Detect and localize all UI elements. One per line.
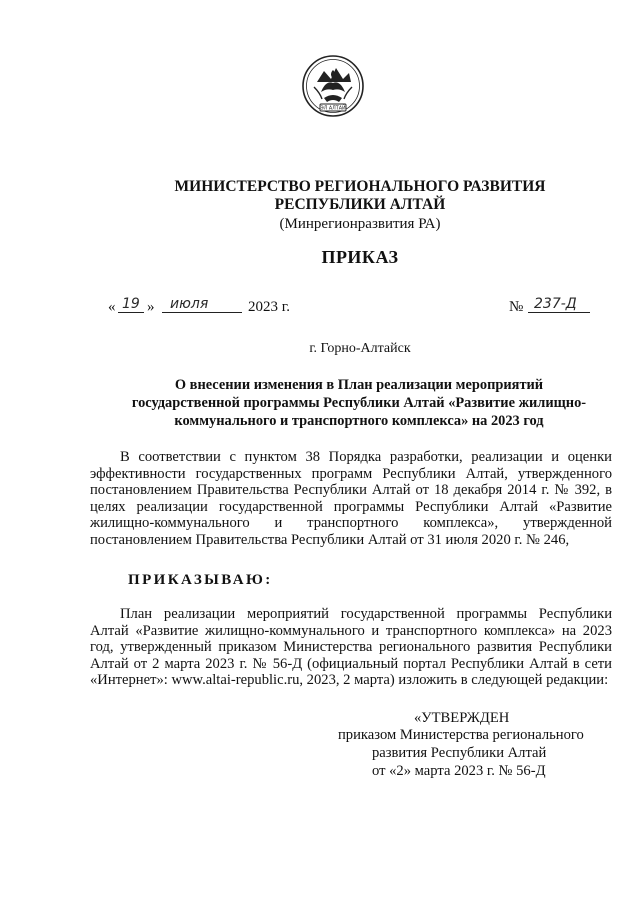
approval-line2: приказом Министерства регионального — [338, 727, 584, 743]
order-number-handwritten: 237-Д — [534, 296, 577, 312]
date-number-line — [108, 296, 620, 326]
order-number-prefix: № — [509, 299, 524, 315]
date-day-underline — [118, 312, 144, 313]
order-command-word: ПРИКАЗЫВАЮ: — [128, 572, 273, 588]
order-body-paragraph: План реализации мероприятий государственной программы Республики Алтай «Развитие жилищно-коммунального и транспортного комплекса» на 2023 год, утвержденный приказом Министерства регионального развития Республики Алтай от 2 марта 2023 г. № 56-Д (официальный портал Республики Алтай в сети «Интернет»: www.altai-republic.ru, 2023, 2 марта) изложить в следующей редакции: — [90, 606, 612, 689]
order-subject: О внесении изменения в План реализации мероприятий государственной программы Республики Алтай «Развитие жилищно-коммунального и транспортного комплекса» на 2023 год — [131, 377, 587, 429]
ministry-abbreviation: (Минрегионразвития РА) — [279, 216, 441, 232]
approval-line3: развития Республики Алтай — [372, 745, 547, 761]
date-month-handwritten: июля — [170, 296, 209, 312]
emblem-ribbon-text: ЭЛ АЛТАЙ — [320, 106, 346, 112]
order-number-underline — [528, 312, 590, 313]
date-year: 2023 г. — [248, 299, 290, 315]
document-type-title: ПРИКАЗ — [321, 247, 399, 267]
ministry-name-line2: РЕСПУБЛИКИ АЛТАЙ — [274, 196, 446, 213]
ministry-name-line1: МИНИСТЕРСТВО РЕГИОНАЛЬНОГО РАЗВИТИЯ — [174, 178, 546, 195]
preamble-paragraph: В соответствии с пунктом 38 Порядка разработки, реализации и оценки эффективности государственных программ Республики Алтай, утвержденного постановлением Правительства Республики Алтай от 18 декабря 2014 г. № 392, в целях реализации государственной программы Республики Алтай «Развитие жилищно-коммунального и транспортного комплекса», утвержденной постановлением Правительства Республики Алтай от 31 июля 2020 г. № 246, — [90, 449, 612, 548]
date-open-quote: « — [108, 299, 116, 315]
approval-line1: «УТВЕРЖДЕН — [414, 710, 510, 726]
city-name: г. Горно-Алтайск — [309, 341, 411, 356]
approval-line4: от «2» марта 2023 г. № 56-Д — [372, 763, 546, 779]
date-close-quote: » — [147, 299, 155, 315]
coat-of-arms-icon — [300, 52, 366, 124]
date-month-underline — [162, 312, 242, 313]
date-day-handwritten: 19 — [122, 296, 140, 312]
